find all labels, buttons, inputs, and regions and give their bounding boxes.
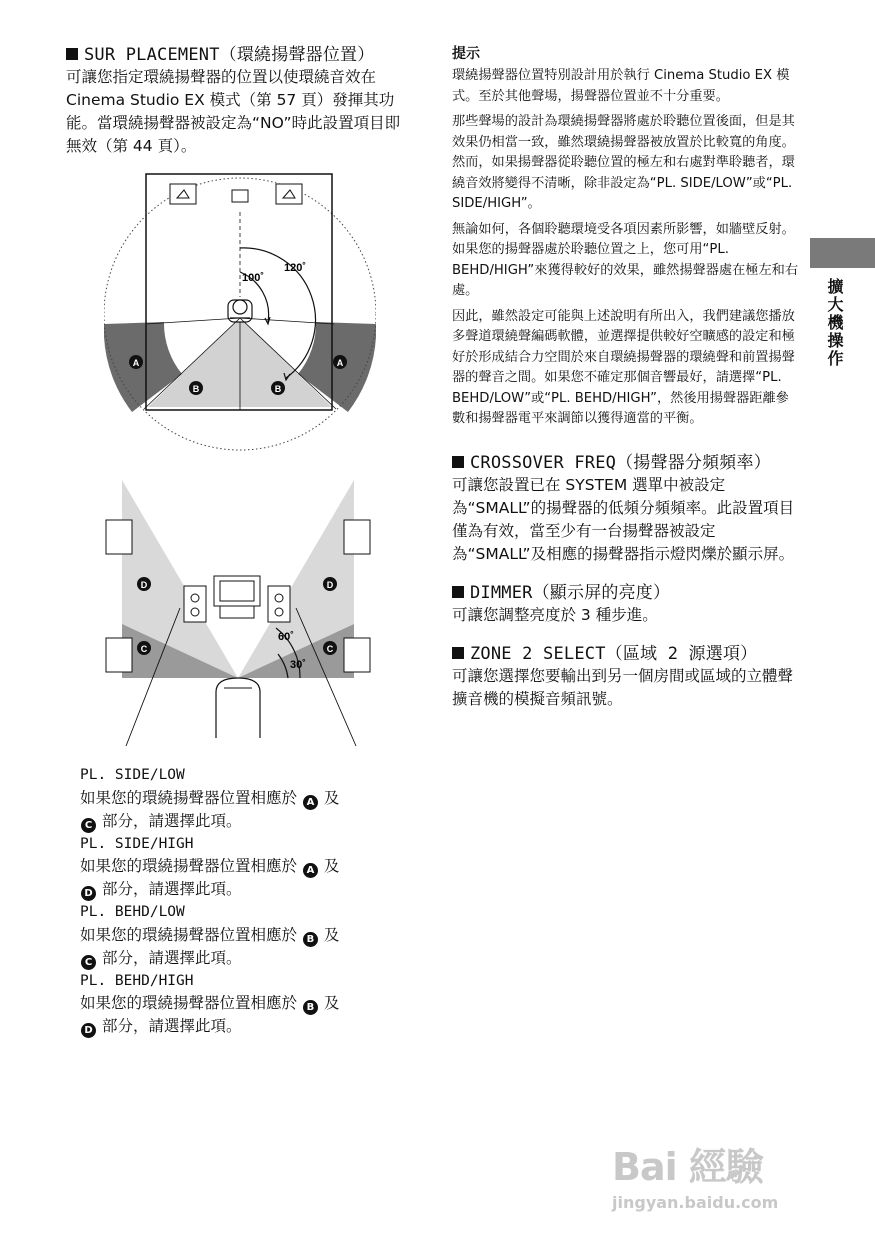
tip-heading: 提示	[452, 46, 480, 62]
front-left-speaker-icon	[170, 184, 196, 204]
front-right-speaker-icon	[268, 586, 290, 622]
right-column	[452, 44, 802, 711]
tip-paragraph-2: 那些聲場的設計為環繞揚聲器將處於聆聽位置後面，但是其效果仍相當一致，雖然環繞揚聲器被放置於比較寬的角度。然而，如果揚聲器從聆聽位置的極左和右處對準聆聽者，環繞音效將變得不清晰，除非設定為“PL. SIDE/LOW”或“PL. SIDE/HIGH”。	[452, 114, 795, 211]
zone-marker: D	[81, 1023, 96, 1038]
option-description	[80, 787, 410, 833]
option-text: 如果您的環繞揚聲器位置相應於	[80, 925, 298, 944]
sur-placement-body: 可讓您指定環繞揚聲器的位置以使環繞音效在 Cinema Studio EX 模式（第 57 頁）發揮其功能。當環繞揚聲器被設定為“NO”時此設置項目即無效（第 44 頁）。	[66, 68, 401, 155]
front-left-speaker-icon	[184, 586, 206, 622]
angle-30-label: 30˚	[290, 659, 306, 671]
sur-placement-title-text: SUR PLACEMENT（環繞揚聲器位置）	[84, 45, 375, 65]
option-and: 及	[323, 925, 340, 944]
angle-100-label: 100˚	[242, 272, 265, 284]
zone-marker: A	[303, 863, 318, 878]
center-speaker-icon	[220, 606, 254, 618]
option-item	[80, 764, 410, 833]
option-text: 部分，請選擇此項。	[101, 811, 242, 830]
placement-options-list	[80, 764, 410, 1038]
option-description	[80, 855, 410, 901]
option-label: PL. SIDE/LOW	[80, 767, 185, 783]
dimmer-body: 可讓您調整亮度於 3 種步進。	[452, 605, 658, 624]
square-bullet-icon	[66, 48, 78, 60]
zone-b-left-marker: B	[192, 384, 200, 394]
tip-paragraph-1: 環繞揚聲器位置特別設計用於執行 Cinema Studio EX 模式。至於其他聲場，揚聲器位置並不十分重要。	[452, 68, 790, 104]
zone-marker: B	[303, 1000, 318, 1015]
speaker-height-diagram	[100, 478, 372, 748]
surround-low-right-icon	[344, 638, 370, 672]
zone-c-right-marker: C	[326, 644, 334, 654]
zone-a-right-marker: A	[336, 358, 344, 368]
option-item	[80, 833, 410, 902]
option-and: 及	[323, 994, 340, 1012]
option-item	[80, 901, 410, 970]
listener-chair-icon	[216, 678, 260, 738]
dimmer-title	[452, 582, 802, 604]
option-label: PL. BEHD/LOW	[80, 904, 185, 920]
option-text: 如果您的環繞揚聲器位置相應於	[80, 994, 298, 1012]
option-text: 如果您的環繞揚聲器位置相應於	[80, 788, 298, 807]
option-text: 部分，請選擇此項。	[101, 880, 242, 898]
center-speaker-icon	[232, 190, 248, 202]
square-bullet-icon	[452, 456, 464, 468]
option-description	[80, 992, 410, 1038]
zone-c-left-marker: C	[140, 644, 148, 654]
zone2-title-text: ZONE 2 SELECT（區域 2 源選項）	[470, 643, 758, 664]
option-and: 及	[323, 857, 340, 875]
crossover-body: 可讓您設置已在 SYSTEM 選單中被設定為“SMALL”的揚聲器的低頻分頻頻率。此設置項目僅為有效，當至少有一台揚聲器被設定為“SMALL”及相應的揚聲器指示燈閃爍於顯示屏。	[452, 475, 795, 563]
watermark	[612, 1136, 812, 1226]
chapter-tab-label: 擴大機操作	[825, 278, 844, 368]
option-text: 部分，請選擇此項。	[101, 948, 242, 967]
zone-marker: B	[303, 932, 318, 947]
square-bullet-icon	[452, 586, 464, 598]
option-description	[80, 924, 410, 970]
crossover-title-text: CROSSOVER FREQ（揚聲器分頻頻率）	[470, 452, 771, 473]
zone2-body: 可讓您選擇您要輸出到另一個房間或區域的立體聲擴音機的模擬音頻訊號。	[452, 666, 794, 708]
zone-marker: D	[81, 886, 96, 901]
option-item	[80, 970, 410, 1039]
zone-a-left-marker: A	[132, 358, 140, 368]
tip-paragraph-3: 無論如何，各個聆聽環境受各項因素所影響，如牆壁反射。如果您的揚聲器處於聆聽位置之上，您可用“PL. BEHD/HIGH”來獲得較好的效果，雖然揚聲器處在極左和右處。	[452, 221, 799, 298]
surround-high-right-icon	[344, 520, 370, 554]
zone-marker: A	[303, 795, 318, 810]
left-column	[66, 44, 411, 158]
surround-position-diagram	[104, 172, 376, 452]
zone-marker: C	[81, 955, 96, 970]
surround-high-left-icon	[106, 520, 132, 554]
dimmer-title-text: DIMMER（顯示屏的亮度）	[470, 582, 671, 603]
option-and: 及	[323, 788, 340, 807]
option-text: 如果您的環繞揚聲器位置相應於	[80, 857, 298, 875]
zone-d-left-marker: D	[140, 580, 148, 590]
surround-low-left-icon	[106, 638, 132, 672]
option-text: 部分，請選擇此項。	[101, 1017, 242, 1035]
zone2-title	[452, 643, 802, 665]
zone-d-right-marker: D	[326, 580, 334, 590]
option-label: PL. BEHD/HIGH	[80, 972, 194, 989]
sur-placement-title	[66, 44, 411, 66]
option-label: PL. SIDE/HIGH	[80, 835, 194, 852]
front-right-speaker-icon	[276, 184, 302, 204]
angle-60-label: 60˚	[278, 631, 294, 643]
zone-marker: C	[81, 818, 96, 833]
angle-120-label: 120˚	[284, 262, 307, 274]
chapter-tab	[810, 238, 875, 268]
watermark-url: jingyan.baidu.com	[612, 1193, 779, 1212]
zone-b-right-marker: B	[274, 384, 282, 394]
crossover-title	[452, 452, 802, 474]
watermark-logo: Bai 經驗	[612, 1145, 763, 1189]
square-bullet-icon	[452, 647, 464, 659]
tip-paragraph-4: 因此，雖然設定可能與上述說明有所出入，我們建議您播放多聲道環繞聲編碼軟體，並選擇提供較好空曠感的設定和極好於形成結合力空間於來自環繞揚聲器的環繞聲和前置揚聲器的聲音之間。如果您不確定那個音響最好，請選擇“PL. BEHD/LOW”或“PL. BEHD/HIGH”，然後用揚聲器距離參數和揚聲器電平來調節以獲得適當的平衡。	[452, 308, 795, 426]
